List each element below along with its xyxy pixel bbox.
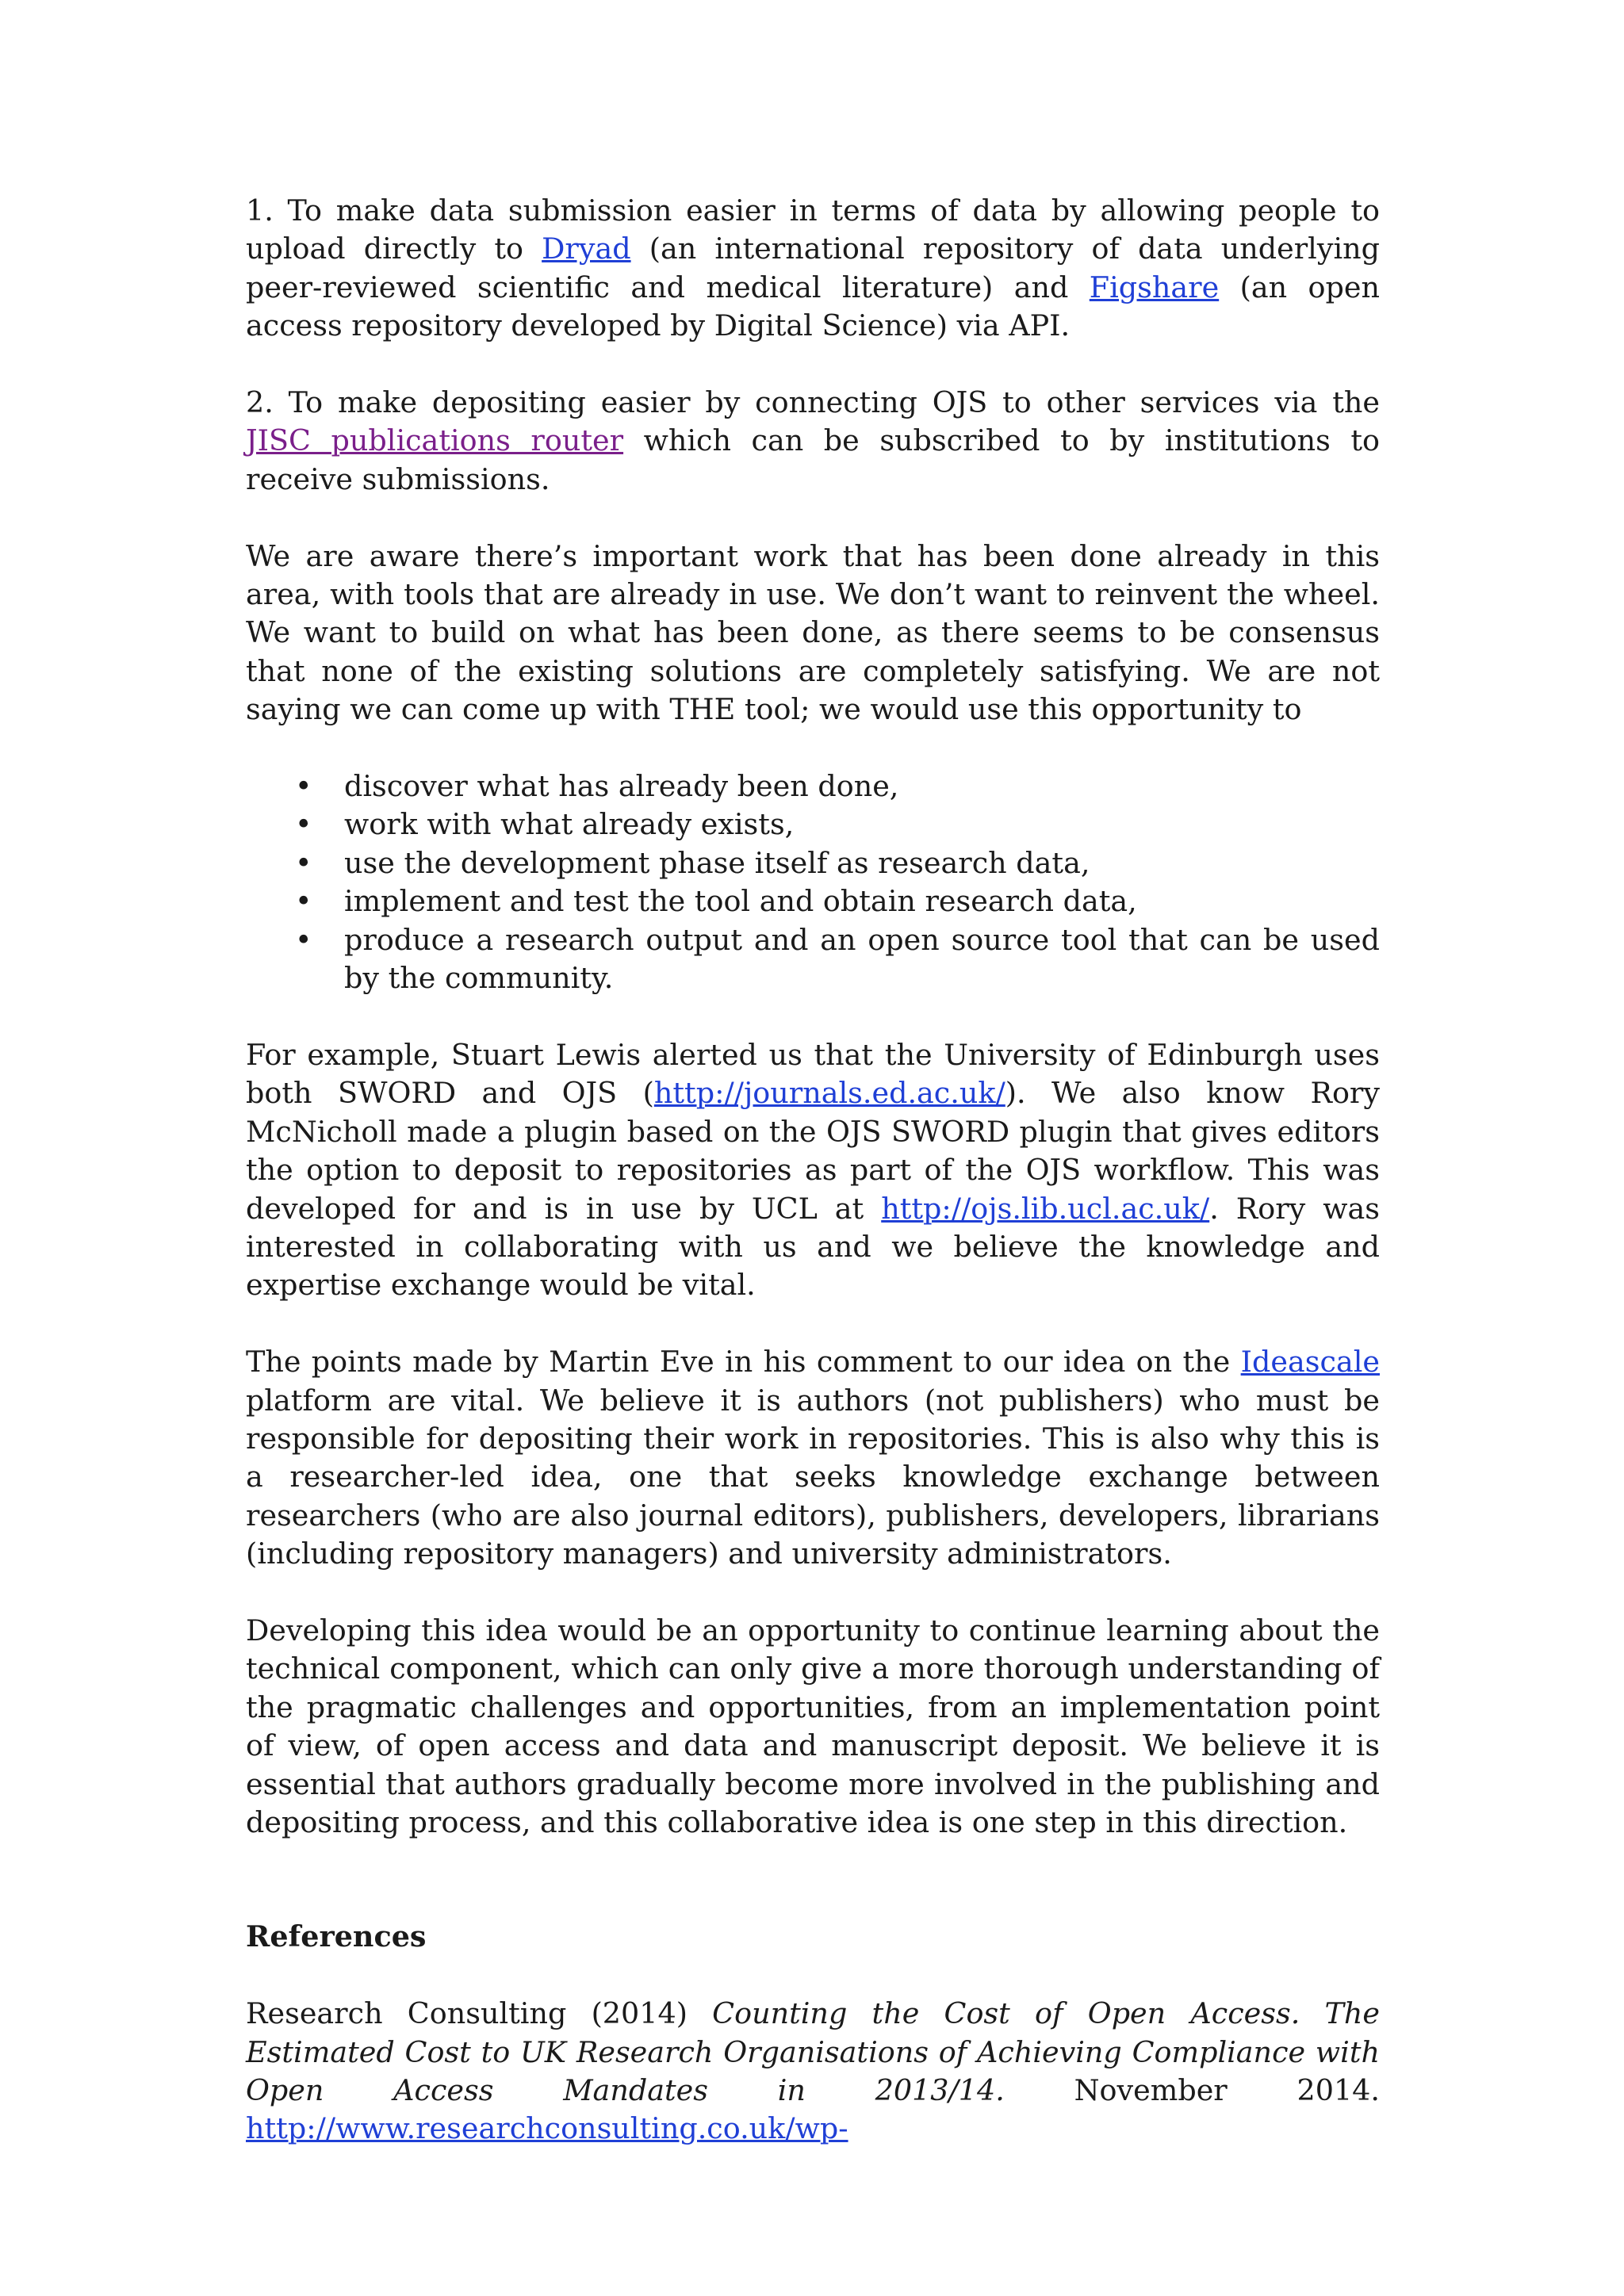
paragraph-text: To make depositing easier by connecting OJS to other services via the [273,385,1380,420]
item-number: 2. [246,385,274,420]
ideascale-link[interactable]: Ideascale [1240,1345,1380,1380]
list-item [295,806,1380,844]
paragraph-text: (an international repository of data underlying peer-reviewed scientific and medical literature) and [246,232,1381,304]
bullet-icon: • [295,884,312,919]
list-item-text: work with what already exists, [344,807,795,842]
reference-date: November 2014. [1004,2072,1380,2107]
references-heading: References [246,1919,427,1954]
jisc-publications-router-link[interactable]: JISC publications router [246,423,624,458]
paragraph-text: The points made by Martin Eve in his comment to our idea on the [246,1345,1241,1380]
research-consulting-link[interactable]: http://www.researchconsulting.co.uk/wp- [246,2111,848,2146]
paragraph-example [246,1036,1380,1305]
paragraph-item-2 [246,384,1380,499]
paragraph-text: (an open access repository developed by Digital Science) via API. [246,270,1380,343]
bullet-icon: • [295,807,312,842]
reference-author: Research Consulting (2014) [246,1996,713,2031]
paragraph-item-1 [246,192,1380,346]
paragraph-developing: Developing this idea would be an opportunity to continue learning about the technical component, which can only give a more thorough understanding of the pragmatic challenges and opportunities, from an implementation point of view, of open access and data and manuscript deposit. We believe it is essential that authors gradually become more involved in the publishing and depositing process, and this collaborative idea is one step in this direction. [246,1613,1380,1839]
paragraph-text: which can be subscribed to by institutions to receive submissions. [246,423,1380,496]
list-item [295,844,1380,882]
reference-entry [246,1995,1380,2149]
edinburgh-journals-link[interactable]: http://journals.ed.ac.uk/ [653,1076,1005,1111]
list-item-text: produce a research output and an open source tool that can be used by the community. [344,922,1380,996]
item-number: 1. [246,193,274,228]
list-item-text: implement and test the tool and obtain research data, [344,884,1137,919]
paragraph-text: For example, Stuart Lewis alerted us that the University of Edinburgh uses both SWORD and OJS ( [246,1037,1380,1111]
paragraph-text: To make data submission easier in terms of data by allowing people to upload directly to [246,193,1380,266]
bullet-icon: • [295,769,312,804]
list-item-text: use the development phase itself as research data, [344,845,1090,880]
paragraph-aware: We are aware there’s important work that has been done already in this area, with tools that are already in use. We don’t want to reinvent the wheel. We want to build on what has been done, as there seems to be consensus that none of the existing solutions are completely satisfying. We are not saying we can come up with THE tool; we would use this opportunity to [246,538,1380,727]
opportunity-list [246,767,1380,997]
list-item [295,921,1380,998]
list-item-text: discover what has already been done, [344,769,899,804]
list-item [295,882,1380,920]
bullet-icon: • [295,922,312,957]
document-page [246,192,1380,2149]
paragraph-text: platform are vital. We believe it is authors (not publishers) who must be responsible for depositing their work in repositories. This is also why this is a researcher-led idea, one that seeks knowledge exchange between researchers (who are also journal editors), publishers, developers, librarians (including repository managers) and university administrators. [246,1383,1380,1571]
figshare-link[interactable]: Figshare [1089,270,1220,304]
list-item [295,767,1380,806]
paragraph-martin-eve [246,1343,1380,1573]
bullet-icon: • [295,845,312,880]
paragraph-text: ). We also know Rory McNicholl made a plugin based on the OJS SWORD plugin that gives editors the option to deposit to repositories as part of the OJS workflow. This was developed for and is in use by UCL at [246,1076,1380,1226]
reference-title: Counting the Cost of Open Access. The Estimated Cost to UK Research Organisations of Achieving Compliance with Open Access Mandates in 2013/14. [246,1996,1380,2107]
dryad-link[interactable]: Dryad [542,232,631,266]
ucl-ojs-link[interactable]: http://ojs.lib.ucl.ac.uk/ [881,1191,1210,1226]
paragraph-text: . Rory was interested in collaborating with us and we believe the knowledge and expertise exchange would be vital. [246,1191,1380,1303]
